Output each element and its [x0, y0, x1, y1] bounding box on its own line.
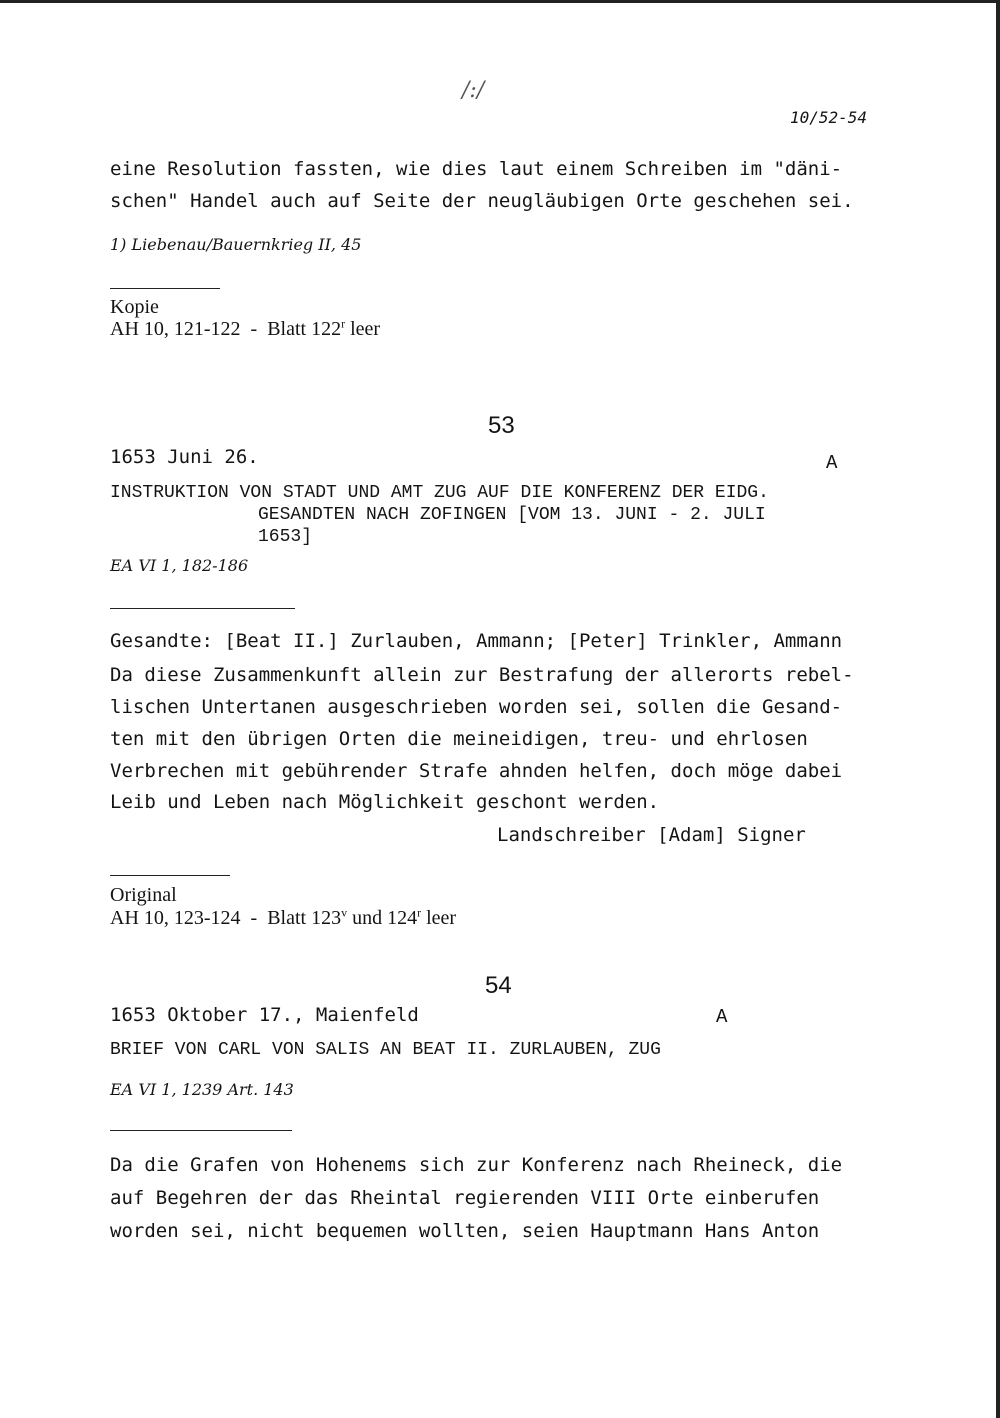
- document-number: 54: [485, 972, 512, 999]
- divider: [110, 608, 295, 609]
- source-reference: [110, 907, 456, 929]
- text-line: Verbrechen mit gebührender Strafe ahnden helfen, doch möge dabei: [110, 760, 843, 782]
- source-label: Original: [110, 884, 177, 906]
- text-line: lischen Untertanen ausgeschrieben worden sei, sollen die Gesand-: [110, 696, 843, 718]
- text-line: Gesandte: [Beat II.] Zurlauben, Ammann; [Peter] Trinkler, Ammann: [110, 630, 843, 652]
- document-date: 1653 Oktober 17., Maienfeld: [110, 1004, 419, 1026]
- signature: Landschreiber [Adam] Signer: [497, 824, 806, 846]
- document-date: 1653 Juni 26.: [110, 446, 259, 468]
- source-label: Kopie: [110, 296, 159, 318]
- document-title: INSTRUKTION VON STADT UND AMT ZUG AUF DIE KONFERENZ DER EIDG.: [110, 483, 769, 503]
- text-line: Da die Grafen von Hohenems sich zur Konferenz nach Rheineck, die: [110, 1154, 843, 1176]
- text-line: eine Resolution fassten, wie dies laut einem Schreiben im "däni-: [110, 158, 843, 180]
- text-line: worden sei, nicht bequemen wollten, seien Hauptmann Hans Anton: [110, 1220, 820, 1242]
- footnote: 1) Liebenau/Bauernkrieg II, 45: [110, 235, 362, 254]
- page-frame-top: [0, 0, 1000, 3]
- edition-reference: EA VI 1, 1239 Art. 143: [110, 1080, 294, 1099]
- page-reference: 10/52-54: [790, 108, 868, 127]
- archive-ref: AH 10, 123-124: [110, 907, 241, 929]
- divider: [110, 1130, 292, 1131]
- sheet-note: - Blatt 122$^r$ leer: [250, 316, 381, 340]
- text-line: auf Begehren der das Rheintal regierenden VIII Orte einberufen: [110, 1187, 820, 1209]
- text-line: Da diese Zusammenkunft allein zur Bestrafung der allerorts rebel-: [110, 664, 854, 686]
- document-title: GESANDTEN NACH ZOFINGEN [VOM 13. JUNI - 2. JULI: [258, 505, 766, 525]
- sheet-note: - Blatt 123$^v$ und 124$^r$ leer: [250, 905, 457, 929]
- source-reference: [110, 318, 380, 340]
- text-line: Leib und Leben nach Möglichkeit geschont werden.: [110, 791, 660, 813]
- document-number: 53: [488, 412, 515, 439]
- text-line: schen" Handel auch auf Seite der neugläubigen Orte geschehen sei.: [110, 190, 854, 212]
- document-title: BRIEF VON CARL VON SALIS AN BEAT II. ZURLAUBEN, ZUG: [110, 1040, 661, 1060]
- edition-reference: EA VI 1, 182-186: [110, 556, 249, 575]
- handwritten-mark: /:/: [462, 78, 485, 103]
- document-type: A: [826, 452, 838, 474]
- document-title: 1653]: [258, 527, 313, 547]
- page-frame-right: [996, 0, 1000, 1418]
- divider: [110, 288, 220, 289]
- archive-ref: AH 10, 121-122: [110, 318, 241, 340]
- document-type: A: [716, 1006, 728, 1028]
- text-line: ten mit den übrigen Orten die meineidigen, treu- und ehrlosen: [110, 728, 808, 750]
- divider: [110, 875, 230, 876]
